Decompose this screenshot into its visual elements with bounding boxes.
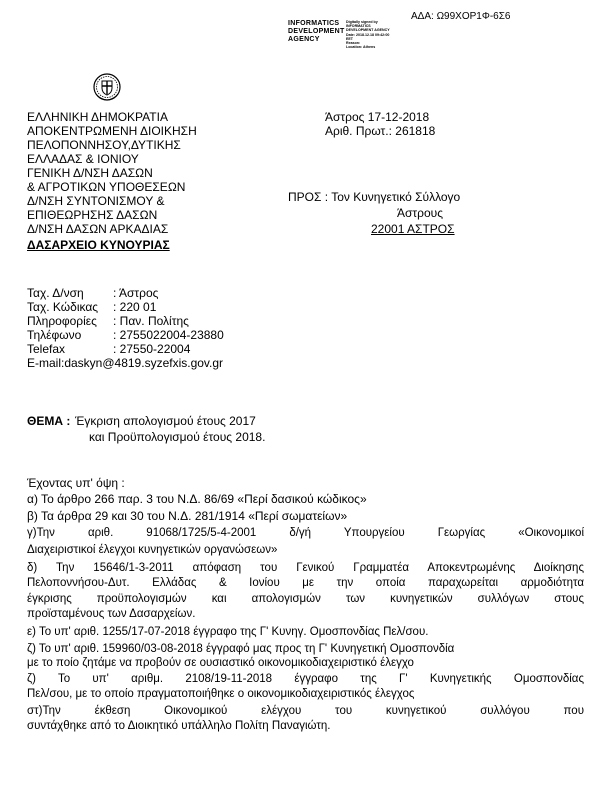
- contact-email: E-mail:daskyn@4819.syzefxis.gov.gr: [27, 356, 224, 370]
- contact-value: : 220 01: [113, 300, 157, 314]
- body-item-e: ε) Το υπ' αριθ. 1255/17-07-2018 έγγραφο της Γ' Κυνηγ. Ομοσπονδίας Πελ/σου.: [27, 626, 429, 638]
- stamp-detail: Reason:: [346, 41, 361, 46]
- protocol-number: Αριθ. Πρωτ.: 261818: [325, 124, 436, 138]
- contact-label: Πληροφορίες: [27, 314, 97, 328]
- contact-value: : 2755022004-23880: [113, 328, 224, 342]
- contact-value: : Παν. Πολίτης: [113, 314, 189, 328]
- contact-label: Ταχ. Δ/νση: [27, 286, 84, 300]
- recipient-address: 22001 ΑΣΤΡΟΣ: [371, 222, 455, 236]
- sender-block: [27, 110, 197, 252]
- contact-label: Ταχ. Κώδικας: [27, 300, 99, 314]
- body-item-z1-cont: με το ποίο ζητάμε να προβούν σε ουσιαστικό οικονομικοδιαχειριστικό έλεγχο: [27, 657, 414, 669]
- contact-label: Τηλέφωνο: [27, 328, 82, 342]
- stamp-detail: INFORMATICS: [346, 24, 371, 29]
- stamp-detail: EET: [346, 36, 353, 41]
- subject-line: και Προϋπολογισμού έτους 2018.: [89, 430, 266, 444]
- date-line: Άστρος 17-12-2018: [325, 110, 430, 124]
- body-item-b: β) Τα άρθρα 29 και 30 του Ν.Δ. 281/1914 «Περί σωματείων»: [27, 509, 348, 523]
- recipient-city: Άστρους: [397, 206, 444, 220]
- greek-coat-of-arms-icon: [92, 72, 122, 102]
- sender-line: & ΑΓΡΟΤΙΚΩΝ ΥΠΟΘΕΣΕΩΝ: [27, 180, 186, 194]
- sender-line: Δ/ΝΣΗ ΔΑΣΩΝ ΑΡΚΑΔΙΑΣ: [27, 222, 169, 236]
- contact-address: [27, 286, 224, 300]
- sender-line: ΑΠΟΚΕΝΤΡΩΜΕΝΗ ΔΙΟΙΚΗΣΗ: [27, 124, 197, 138]
- stamp-detail: Date: 2018.12.18 09:42:00: [346, 32, 390, 37]
- stamp-line: DEVELOPMENT: [288, 28, 345, 35]
- signature-stamp-name: [288, 20, 345, 44]
- sender-line: ΕΛΛΗΝΙΚΗ ΔΗΜΟΚΡΑΤΙΑ: [27, 110, 168, 124]
- stamp-line: INFORMATICS: [288, 20, 340, 27]
- body-item-st: στ)Την έκθεση Οικονομικού ελέγχου του κυνηγετικού συλλόγου που: [27, 705, 584, 717]
- body-item-c: γ)Την αριθ. 91068/1725/5-4-2001 δ/γή Υπουργείου Γεωργίας «Οικονομικοί: [27, 527, 584, 539]
- body-item-d-cont: έγκρισης προϋπολογισμών και απολογισμών των κυνηγετικών συλλόγων στους: [27, 593, 584, 605]
- contact-value: : Άστρος: [113, 286, 159, 300]
- body-item-a: α) Το άρθρο 266 παρ. 3 του Ν.Δ. 86/69 «Περί δασικού κώδικος»: [27, 492, 367, 506]
- body-item-d-cont: Πελοποννήσου-Δυτ. Ελλάδας & Ιονίου με την οποία παραχωρείται αρμοδιότητα: [27, 577, 584, 589]
- contact-postal: [27, 300, 224, 314]
- ada-code: ΑΔΑ: Ω99ΧΟΡ1Φ-6Σ6: [411, 11, 511, 22]
- subject-label: ΘΕΜΑ :: [27, 414, 71, 428]
- contact-info: [27, 314, 224, 328]
- body-item-d: δ) Την 15646/1-3-2011 απόφαση του Γενικού Γραμματέα Αποκεντρωμένης Διοίκησης: [27, 562, 584, 574]
- signature-stamp-details: [346, 20, 390, 49]
- contact-label: Telefax: [27, 342, 66, 356]
- contact-fax: [27, 342, 224, 356]
- stamp-detail: Location: Athens: [346, 45, 376, 50]
- recipient-to: ΠΡΟΣ : Τον Κυνηγετικό Σύλλογο: [288, 190, 461, 204]
- body-item-z2: ζ) Το υπ' αριθμ. 2108/19-11-2018 έγγραφο της Γ' Κυνηγετικής Ομοσπονδίας: [27, 673, 584, 685]
- body-item-z2-cont: Πελ/σου, με το οποίο πραγματοποιήθηκε ο οικονομικοδιαχειριστικός έλεγχος: [27, 688, 415, 700]
- contact-block: [27, 286, 224, 370]
- sender-line: ΕΛΛΑΔΑΣ & ΙΟΝΙΟΥ: [27, 152, 139, 166]
- stamp-line: AGENCY: [288, 36, 320, 43]
- sender-line: ΠΕΛΟΠΟΝΝΗΣΟΥ,ΔΥΤΙΚΗΣ: [27, 138, 181, 152]
- sender-line: Δ/ΝΣΗ ΣΥΝΤΟΝΙΣΜΟΥ &: [27, 194, 165, 208]
- stamp-detail: Digitally signed by: [346, 20, 378, 24]
- contact-phone: [27, 328, 224, 342]
- body-intro: Έχοντας υπ' όψη :: [27, 476, 125, 490]
- body-item-st-cont: συντάχθηκε από το Διοικητικό υπάλληλο Πολίτη Παναγιώτη.: [27, 720, 331, 732]
- stamp-detail: DEVELOPMENT AGENCY: [346, 28, 390, 33]
- body-item-d-cont: προϊσταμένους των Δασαρχείων.: [27, 608, 196, 620]
- body-item-c-cont: Διαχειριστικοί έλεγχοι κυνηγετικών οργανώσεων»: [27, 544, 278, 556]
- body-item-z1: ζ) Το υπ' αριθ. 159960/03-08-2018 έγγραφό μας προς τη Γ' Κυνηγετική Ομοσπονδία: [27, 643, 455, 655]
- office-name: ΔΑΣΑΡΧΕΙΟ ΚΥΝΟΥΡΙΑΣ: [27, 238, 170, 252]
- subject-line: Έγκριση απολογισμού έτους 2017: [75, 414, 256, 428]
- sender-line: ΓΕΝΙΚΗ Δ/ΝΣΗ ΔΑΣΩΝ: [27, 166, 153, 180]
- contact-value: : 27550-22004: [113, 342, 191, 356]
- sender-line: ΕΠΙΘΕΩΡΗΣΗΣ ΔΑΣΩΝ: [27, 208, 158, 222]
